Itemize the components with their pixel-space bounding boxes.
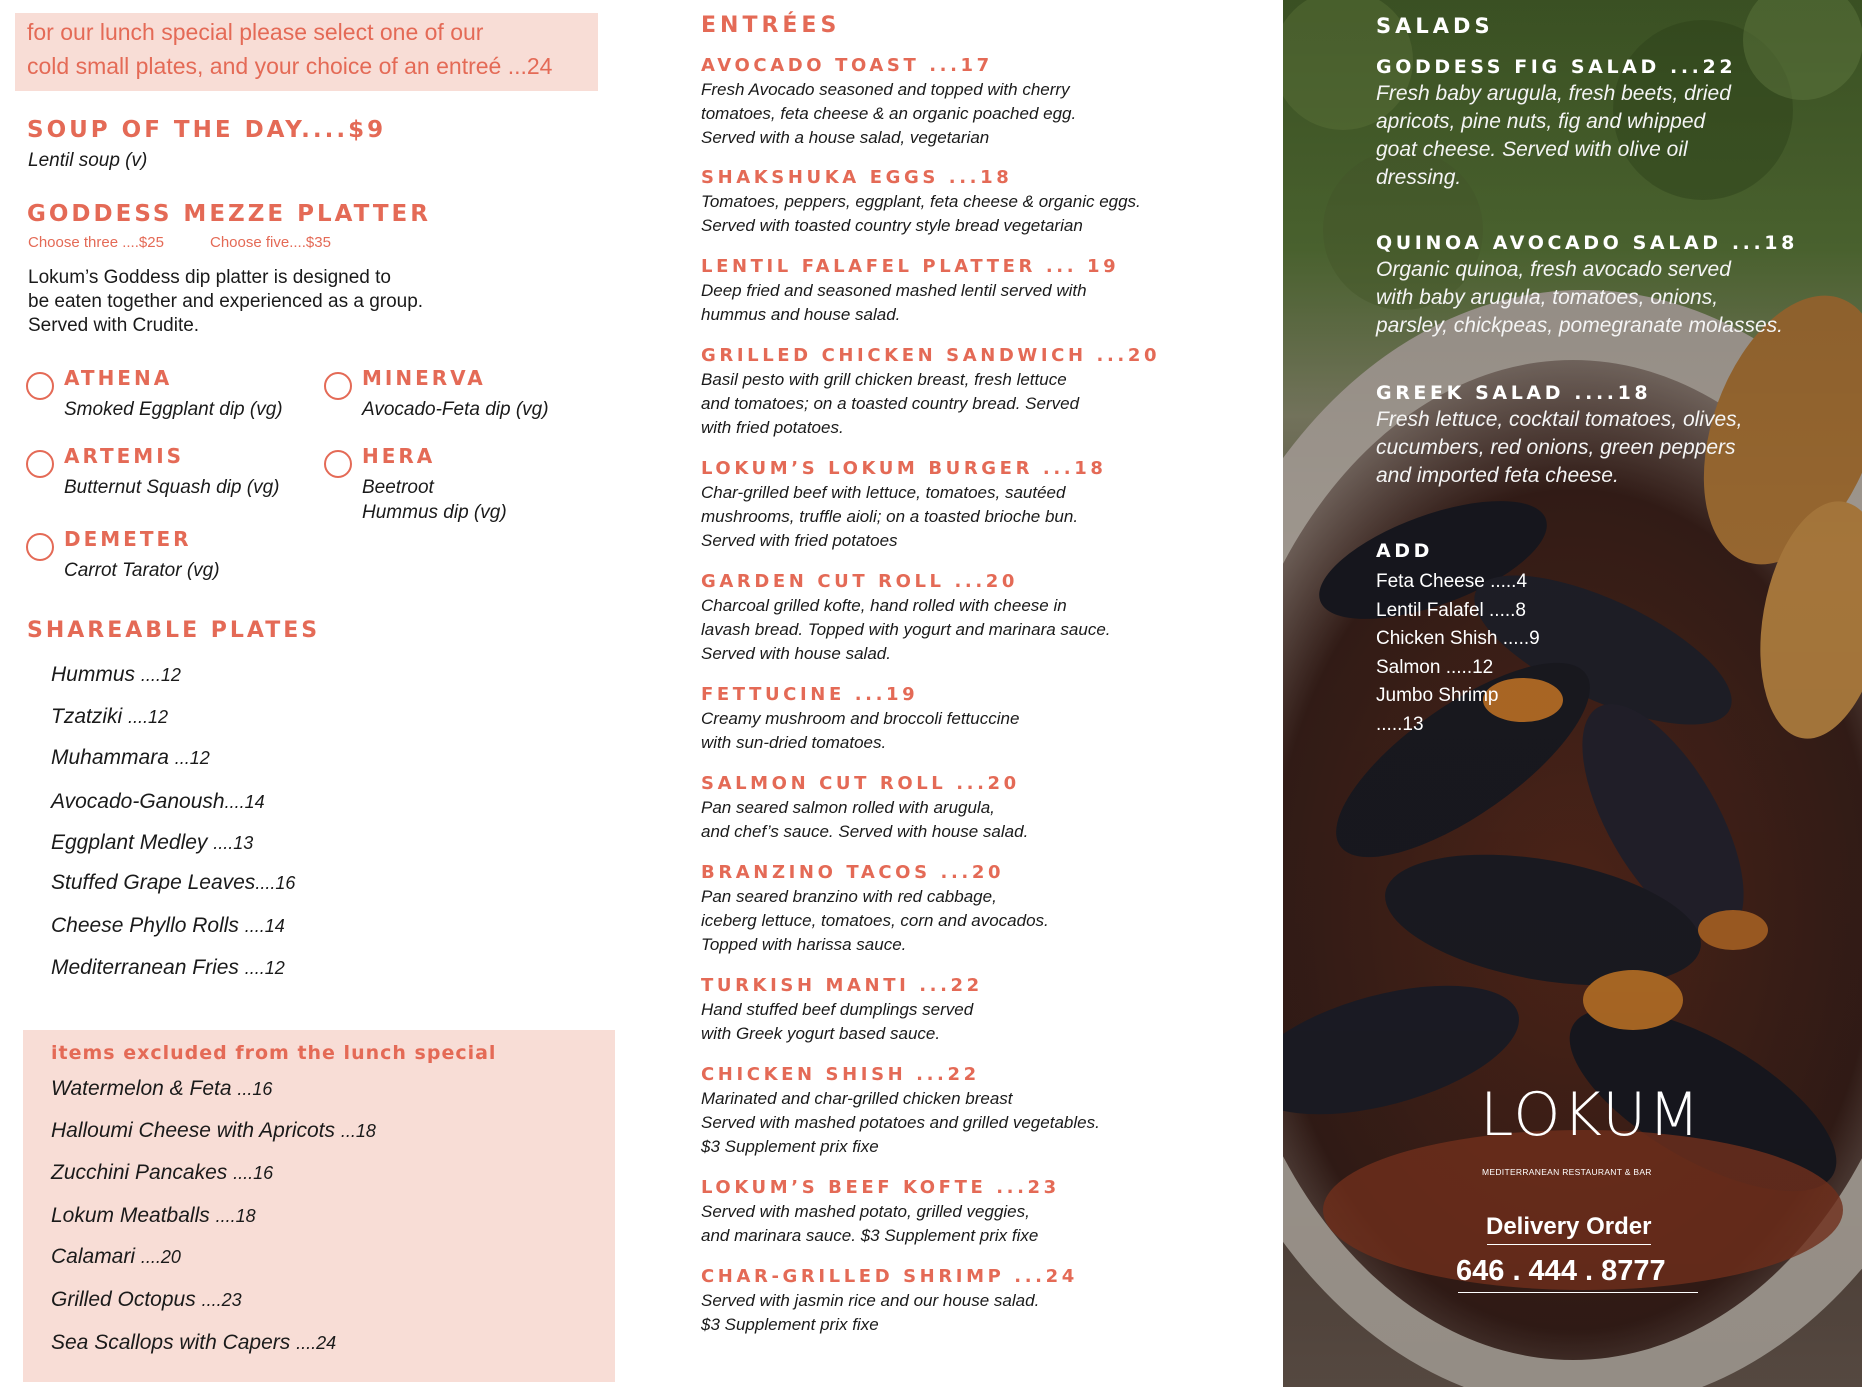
mezze-description xyxy=(28,266,423,338)
shareable-item: Cheese Phyllo Rolls ....14 xyxy=(51,914,285,937)
phone-underline xyxy=(1458,1292,1698,1293)
entrees-title: ENTRÉES xyxy=(701,13,841,38)
mezze-choose-three: Choose three ....$25 xyxy=(28,234,164,251)
excluded-item: Sea Scallops with Capers ....24 xyxy=(51,1331,337,1354)
entree-item xyxy=(701,571,1171,666)
entree-title: BRANZINO TACOS ...20 xyxy=(701,862,1005,883)
excluded-item: Watermelon & Feta ...16 xyxy=(51,1077,273,1100)
excluded-title: items excluded from the lunch special xyxy=(51,1042,497,1064)
dip-desc xyxy=(362,475,507,525)
add-list xyxy=(1376,568,1540,739)
dip-checkbox[interactable] xyxy=(324,450,352,478)
entree-desc: Creamy mushroom and broccoli fettuccine with sun-dried tomatoes. xyxy=(701,709,1020,752)
dip-name: MINERVA xyxy=(362,366,486,390)
dip-name: ATHENA xyxy=(64,366,173,390)
lunch-special-line-1: for our lunch special please select one of our xyxy=(27,19,484,45)
delivery-label: Delivery Order xyxy=(1486,1213,1652,1240)
shareable-item: Avocado-Ganoush....14 xyxy=(51,790,265,813)
salad-item xyxy=(1376,382,1743,490)
shareable-title: SHAREABLE PLATES xyxy=(27,618,321,643)
mezze-choose-five: Choose five....$35 xyxy=(210,234,331,251)
entree-item xyxy=(701,773,1171,844)
entree-desc: Served with mashed potato, grilled veggies, and marinara sauce. $3 Supplement prix fixe xyxy=(701,1202,1039,1245)
dip-desc-line: Beetroot xyxy=(362,477,434,498)
salad-desc: Fresh lettuce, cocktail tomatoes, olives, cucumbers, red onions, green peppers and imported feta cheese. xyxy=(1376,408,1743,487)
salad-desc: Organic quinoa, fresh avocado served with baby arugula, tomatoes, onions, parsley, chickpeas, pomegranate molasses. xyxy=(1376,258,1783,337)
add-title: ADD xyxy=(1376,540,1434,562)
add-item: Chicken Shish .....9 xyxy=(1376,628,1540,649)
dip-name: DEMETER xyxy=(64,527,192,551)
entree-item xyxy=(701,975,1171,1046)
shareable-item: Hummus ....12 xyxy=(51,663,181,686)
entree-desc: Fresh Avocado seasoned and topped with cherry tomatoes, feta cheese & an organic poached egg. Served with a house salad, vegetarian xyxy=(701,80,1077,147)
dip-checkbox[interactable] xyxy=(26,533,54,561)
dip-checkbox[interactable] xyxy=(26,372,54,400)
dip-name: HERA xyxy=(362,444,436,468)
excluded-items-box xyxy=(23,1030,615,1382)
excluded-item: Zucchini Pancakes ....16 xyxy=(51,1161,274,1184)
dip-name: ARTEMIS xyxy=(64,444,185,468)
lunch-special-banner xyxy=(15,13,598,91)
entree-title: CHICKEN SHISH ...22 xyxy=(701,1064,980,1085)
add-item: Lentil Falafel .....8 xyxy=(1376,599,1526,621)
dip-checkbox[interactable] xyxy=(26,450,54,478)
excluded-item: Grilled Octopus ....23 xyxy=(51,1288,242,1311)
dip-desc-line: Hummus dip (vg) xyxy=(362,502,507,523)
shareable-item: Muhammara ...12 xyxy=(51,746,210,769)
entree-title: AVOCADO TOAST ...17 xyxy=(701,55,993,76)
entree-item xyxy=(701,1177,1171,1248)
entree-item xyxy=(701,458,1171,553)
entree-title: TURKISH MANTI ...22 xyxy=(701,975,983,996)
entree-desc: Tomatoes, peppers, eggplant, feta cheese & organic eggs. Served with toasted country style bread vegetarian xyxy=(701,192,1141,235)
add-item: Salmon .....12 xyxy=(1376,656,1494,678)
entree-desc: Charcoal grilled kofte, hand rolled with cheese in lavash bread. Topped with yogurt and marinara sauce. Served with house salad. xyxy=(701,596,1111,663)
lokum-logo: LOKUM xyxy=(1480,1080,1702,1150)
add-item: Feta Cheese .....4 xyxy=(1376,571,1528,592)
entree-desc: Hand stuffed beef dumplings served with Greek yogurt based sauce. xyxy=(701,1000,974,1043)
entree-item xyxy=(701,55,1171,150)
excluded-item: Lokum Meatballs ....18 xyxy=(51,1204,256,1227)
entree-title: LENTIL FALAFEL PLATTER ... 19 xyxy=(701,256,1120,277)
dip-checkbox[interactable] xyxy=(324,372,352,400)
entree-title: LOKUM’S BEEF KOFTE ...23 xyxy=(701,1177,1060,1198)
mezze-desc-line: Lokum’s Goddess dip platter is designed to xyxy=(28,267,391,288)
dip-desc: Carrot Tarator (vg) xyxy=(64,560,220,581)
soup-desc: Lentil soup (v) xyxy=(28,150,148,171)
add-item: .....13 xyxy=(1376,713,1424,735)
delivery-underline xyxy=(1487,1244,1651,1245)
mezze-desc-line: be eaten together and experienced as a group. xyxy=(28,291,424,312)
salad-desc: Fresh baby arugula, fresh beets, dried apricots, pine nuts, fig and whipped goat cheese. Served with olive oil dressing. xyxy=(1376,82,1731,189)
dip-desc: Avocado-Feta dip (vg) xyxy=(362,399,549,420)
mezze-desc-line: Served with Crudite. xyxy=(28,315,200,336)
add-item: Jumbo Shrimp xyxy=(1376,685,1499,706)
entree-title: CHAR-GRILLED SHRIMP ...24 xyxy=(701,1266,1078,1287)
entree-desc: Deep fried and seasoned mashed lentil served with hummus and house salad. xyxy=(701,281,1087,324)
excluded-item: Calamari ....20 xyxy=(51,1245,181,1268)
delivery-phone[interactable]: 646 . 444 . 8777 xyxy=(1456,1255,1666,1287)
entree-title: LOKUM’S LOKUM BURGER ...18 xyxy=(701,458,1107,479)
shareable-item: Tzatziki ....12 xyxy=(51,705,169,728)
mussels-photo xyxy=(1283,0,1862,1387)
entree-desc: Served with jasmin rice and our house salad. $3 Supplement prix fixe xyxy=(701,1291,1040,1334)
entree-desc: Char-grilled beef with lettuce, tomatoes, sautéed mushrooms, truffle aioli; on a toasted brioche bun. Served with fried potatoes xyxy=(701,483,1079,550)
salad-title: QUINOA AVOCADO SALAD ...18 xyxy=(1376,232,1798,254)
entree-item xyxy=(701,256,1171,327)
entree-desc: Basil pesto with grill chicken breast, fresh lettuce and tomatoes; on a toasted country bread. Served with fried potatoes. xyxy=(701,370,1080,437)
entree-title: SALMON CUT ROLL ...20 xyxy=(701,773,1020,794)
shareable-item: Mediterranean Fries ....12 xyxy=(51,956,285,979)
salad-item xyxy=(1376,56,1736,192)
entree-title: FETTUCINE ...19 xyxy=(701,684,919,705)
salad-title: GODDESS FIG SALAD ...22 xyxy=(1376,56,1737,78)
logo-tagline: MEDITERRANEAN RESTAURANT & BAR xyxy=(1482,1167,1652,1177)
entree-title: SHAKSHUKA EGGS ...18 xyxy=(701,167,1013,188)
entree-title: GRILLED CHICKEN SANDWICH ...20 xyxy=(701,345,1161,366)
salad-title: GREEK SALAD ....18 xyxy=(1376,382,1652,404)
soup-title: SOUP OF THE DAY....$9 xyxy=(27,117,387,143)
entree-item xyxy=(701,1064,1171,1159)
entree-item xyxy=(701,345,1171,440)
dip-desc: Butternut Squash dip (vg) xyxy=(64,477,280,498)
mezze-title: GODDESS MEZZE PLATTER xyxy=(27,201,431,227)
entree-item xyxy=(701,167,1171,238)
mussels-photo-illustration xyxy=(1283,0,1862,1387)
salad-item xyxy=(1376,232,1798,340)
shareable-item: Stuffed Grape Leaves....16 xyxy=(51,871,296,894)
entree-desc: Marinated and char-grilled chicken breast Served with mashed potatoes and grilled vegetables. $3 Supplement prix fixe xyxy=(701,1089,1100,1156)
entree-title: GARDEN CUT ROLL ...20 xyxy=(701,571,1019,592)
entree-item xyxy=(701,1266,1171,1337)
lunch-special-line-2: cold small plates, and your choice of an entreé ...24 xyxy=(27,53,553,79)
entree-item xyxy=(701,684,1171,755)
salads-title: SALADS xyxy=(1376,14,1494,38)
entree-desc: Pan seared branzino with red cabbage, iceberg lettuce, tomatoes, corn and avocados. Topped with harissa sauce. xyxy=(701,887,1049,954)
shareable-item: Eggplant Medley ....13 xyxy=(51,831,254,854)
dip-desc: Smoked Eggplant dip (vg) xyxy=(64,399,283,420)
entree-desc: Pan seared salmon rolled with arugula, and chef’s sauce. Served with house salad. xyxy=(701,798,1029,841)
entree-item xyxy=(701,862,1171,957)
excluded-item: Halloumi Cheese with Apricots ...18 xyxy=(51,1119,376,1142)
